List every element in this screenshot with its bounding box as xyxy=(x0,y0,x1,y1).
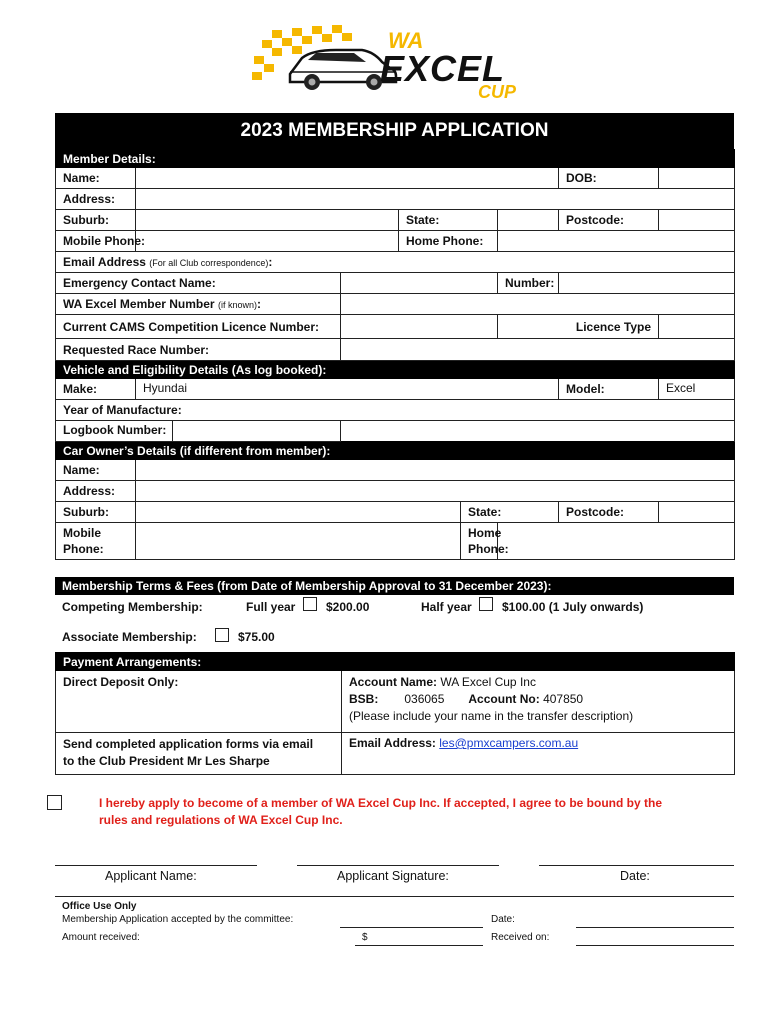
amount-received-line[interactable] xyxy=(355,945,483,946)
account-name-label: Account Name: xyxy=(349,675,438,689)
wa-number-label-cell xyxy=(56,294,341,315)
declaration-checkbox[interactable] xyxy=(47,795,62,810)
wa-number-field[interactable] xyxy=(341,294,735,315)
associate-membership-label: Associate Membership: xyxy=(62,630,197,644)
emergency-contact-field[interactable] xyxy=(341,273,498,294)
owner-home-field[interactable] xyxy=(498,523,735,560)
owner-address-field[interactable] xyxy=(136,481,735,502)
logbook-spacer xyxy=(341,421,735,442)
owner-home-label xyxy=(461,523,509,560)
office-use-header: Office Use Only xyxy=(62,901,137,912)
applicant-signature-label: Applicant Signature: xyxy=(337,869,449,883)
emergency-number-label: Number: xyxy=(498,273,559,294)
direct-deposit-label: Direct Deposit Only: xyxy=(56,671,342,733)
dob-field[interactable] xyxy=(659,168,735,189)
full-year-price: $200.00 xyxy=(326,600,370,614)
owner-postcode-field[interactable] xyxy=(659,502,735,523)
office-divider xyxy=(55,896,734,897)
applicant-signature-line[interactable] xyxy=(297,865,499,866)
owner-suburb-label: Suburb: xyxy=(56,502,136,523)
cams-licence-label: Current CAMS Competition Licence Number: xyxy=(56,315,341,339)
half-year-label: Half year xyxy=(421,600,472,614)
postcode-label: Postcode: xyxy=(559,210,659,231)
home-phone-label: Home Phone: xyxy=(399,231,498,252)
vehicle-details-header: Vehicle and Eligibility Details (As log booked): xyxy=(56,361,735,379)
wa-number-colon: : xyxy=(256,297,261,311)
logo-text-wa: WA xyxy=(388,28,424,53)
committee-accepted-label: Membership Application accepted by the committee: xyxy=(62,914,294,925)
competing-membership-label: Competing Membership: xyxy=(62,600,203,614)
account-no-label: Account No: xyxy=(468,692,540,706)
email-label: Email Address xyxy=(63,255,146,269)
applicant-name-line[interactable] xyxy=(55,865,257,866)
name-field[interactable] xyxy=(136,168,559,189)
applicant-name-label: Applicant Name: xyxy=(105,869,197,883)
logo-text-cup: CUP xyxy=(478,82,517,102)
owner-state-label: State: xyxy=(461,502,559,523)
cams-licence-field[interactable] xyxy=(341,315,498,339)
make-label: Make: xyxy=(56,379,136,400)
transfer-note: (Please include your name in the transfer description) xyxy=(349,709,634,723)
owner-name-field[interactable] xyxy=(136,460,735,481)
send-instructions-line-1: Send completed application forms via email xyxy=(63,737,314,751)
race-number-label: Requested Race Number: xyxy=(56,339,341,361)
logbook-number-row xyxy=(56,421,341,442)
owner-postcode-label: Postcode: xyxy=(559,502,659,523)
wa-number-note: (if known) xyxy=(217,300,257,310)
send-instructions xyxy=(56,733,342,775)
payment-header: Payment Arrangements: xyxy=(56,653,735,671)
dob-label: DOB: xyxy=(559,168,659,189)
state-field[interactable] xyxy=(498,210,559,231)
owner-details-header: Car Owner’s Details (if different from member): xyxy=(56,442,735,460)
full-year-label: Full year xyxy=(246,600,296,614)
wa-number-label: WA Excel Member Number xyxy=(63,297,215,311)
declaration-text xyxy=(99,795,662,829)
payment-table xyxy=(55,652,735,775)
logbook-number-label: Logbook Number: xyxy=(56,421,173,441)
half-year-checkbox[interactable] xyxy=(479,597,493,611)
make-field[interactable]: Hyundai xyxy=(136,379,559,400)
account-no-value: 407850 xyxy=(543,692,584,706)
full-year-checkbox[interactable] xyxy=(303,597,317,611)
owner-home-label-1: Home xyxy=(468,526,502,540)
owner-mobile-label xyxy=(56,523,136,560)
logo xyxy=(250,22,540,104)
postcode-field[interactable] xyxy=(659,210,735,231)
office-date-line[interactable] xyxy=(576,927,734,928)
owner-mobile-field[interactable] xyxy=(136,523,461,560)
licence-type-label: Licence Type xyxy=(498,315,659,339)
year-of-manufacture-label: Year of Manufacture: xyxy=(56,400,735,421)
mobile-phone-label: Mobile Phone: xyxy=(56,231,136,252)
account-name-value: WA Excel Cup Inc xyxy=(440,675,536,689)
email-address-link[interactable]: les@pmxcampers.com.au xyxy=(439,736,579,750)
half-year-price: $100.00 (1 July onwards) xyxy=(502,600,644,614)
owner-mobile-label-1: Mobile xyxy=(63,526,101,540)
race-number-field[interactable] xyxy=(341,339,735,361)
fees-header: Membership Terms & Fees (from Date of Membership Approval to 31 December 2023): xyxy=(55,577,734,595)
received-on-label: Received on: xyxy=(491,932,550,943)
email-note: (For all Club correspondence) xyxy=(149,258,269,268)
name-label: Name: xyxy=(56,168,136,189)
email-address-cell xyxy=(342,733,735,775)
address-label: Address: xyxy=(56,189,136,210)
emergency-number-field[interactable] xyxy=(559,273,735,294)
member-details-table xyxy=(55,149,735,560)
received-on-line[interactable] xyxy=(576,945,734,946)
committee-accepted-line[interactable] xyxy=(340,927,483,928)
model-label: Model: xyxy=(559,379,659,400)
email-colon: : xyxy=(268,255,273,269)
date-line[interactable] xyxy=(539,865,734,866)
associate-membership-checkbox[interactable] xyxy=(215,628,229,642)
owner-address-label: Address: xyxy=(56,481,136,502)
declaration-line-2: rules and regulations of WA Excel Cup Inc. xyxy=(99,813,343,827)
associate-membership-price: $75.00 xyxy=(238,630,275,644)
bank-details xyxy=(342,671,735,733)
logbook-number-field[interactable] xyxy=(173,421,340,441)
date-label: Date: xyxy=(620,869,650,883)
send-instructions-line-2: to the Club President Mr Les Sharpe xyxy=(63,754,270,768)
email-address-label: Email Address: xyxy=(349,736,436,750)
bsb-value: 036065 xyxy=(404,692,445,706)
model-field[interactable]: Excel xyxy=(659,379,735,400)
page-title: 2023 MEMBERSHIP APPLICATION xyxy=(55,113,734,149)
member-details-header: Member Details: xyxy=(56,150,735,168)
owner-home-label-2: Phone: xyxy=(468,542,509,556)
logo-text-excel: EXCEL xyxy=(380,48,506,89)
emergency-contact-label: Emergency Contact Name: xyxy=(56,273,341,294)
owner-mobile-label-2: Phone: xyxy=(63,542,104,556)
amount-received-label: Amount received: xyxy=(62,932,140,943)
bsb-label: BSB: xyxy=(349,692,379,706)
state-label: State: xyxy=(399,210,498,231)
email-row[interactable] xyxy=(56,252,735,273)
suburb-field[interactable] xyxy=(136,210,399,231)
office-date-label: Date: xyxy=(491,914,515,925)
licence-type-field[interactable] xyxy=(659,315,735,339)
suburb-label: Suburb: xyxy=(56,210,136,231)
declaration-line-1: I hereby apply to become of a member of WA Excel Cup Inc. If accepted, I agree to be bound by the xyxy=(99,796,663,810)
owner-name-label: Name: xyxy=(56,460,136,481)
address-field[interactable] xyxy=(136,189,735,210)
home-phone-field[interactable] xyxy=(498,231,735,252)
mobile-phone-field[interactable] xyxy=(136,231,399,252)
amount-dollar-sign: $ xyxy=(362,932,368,943)
owner-suburb-field[interactable] xyxy=(136,502,461,523)
